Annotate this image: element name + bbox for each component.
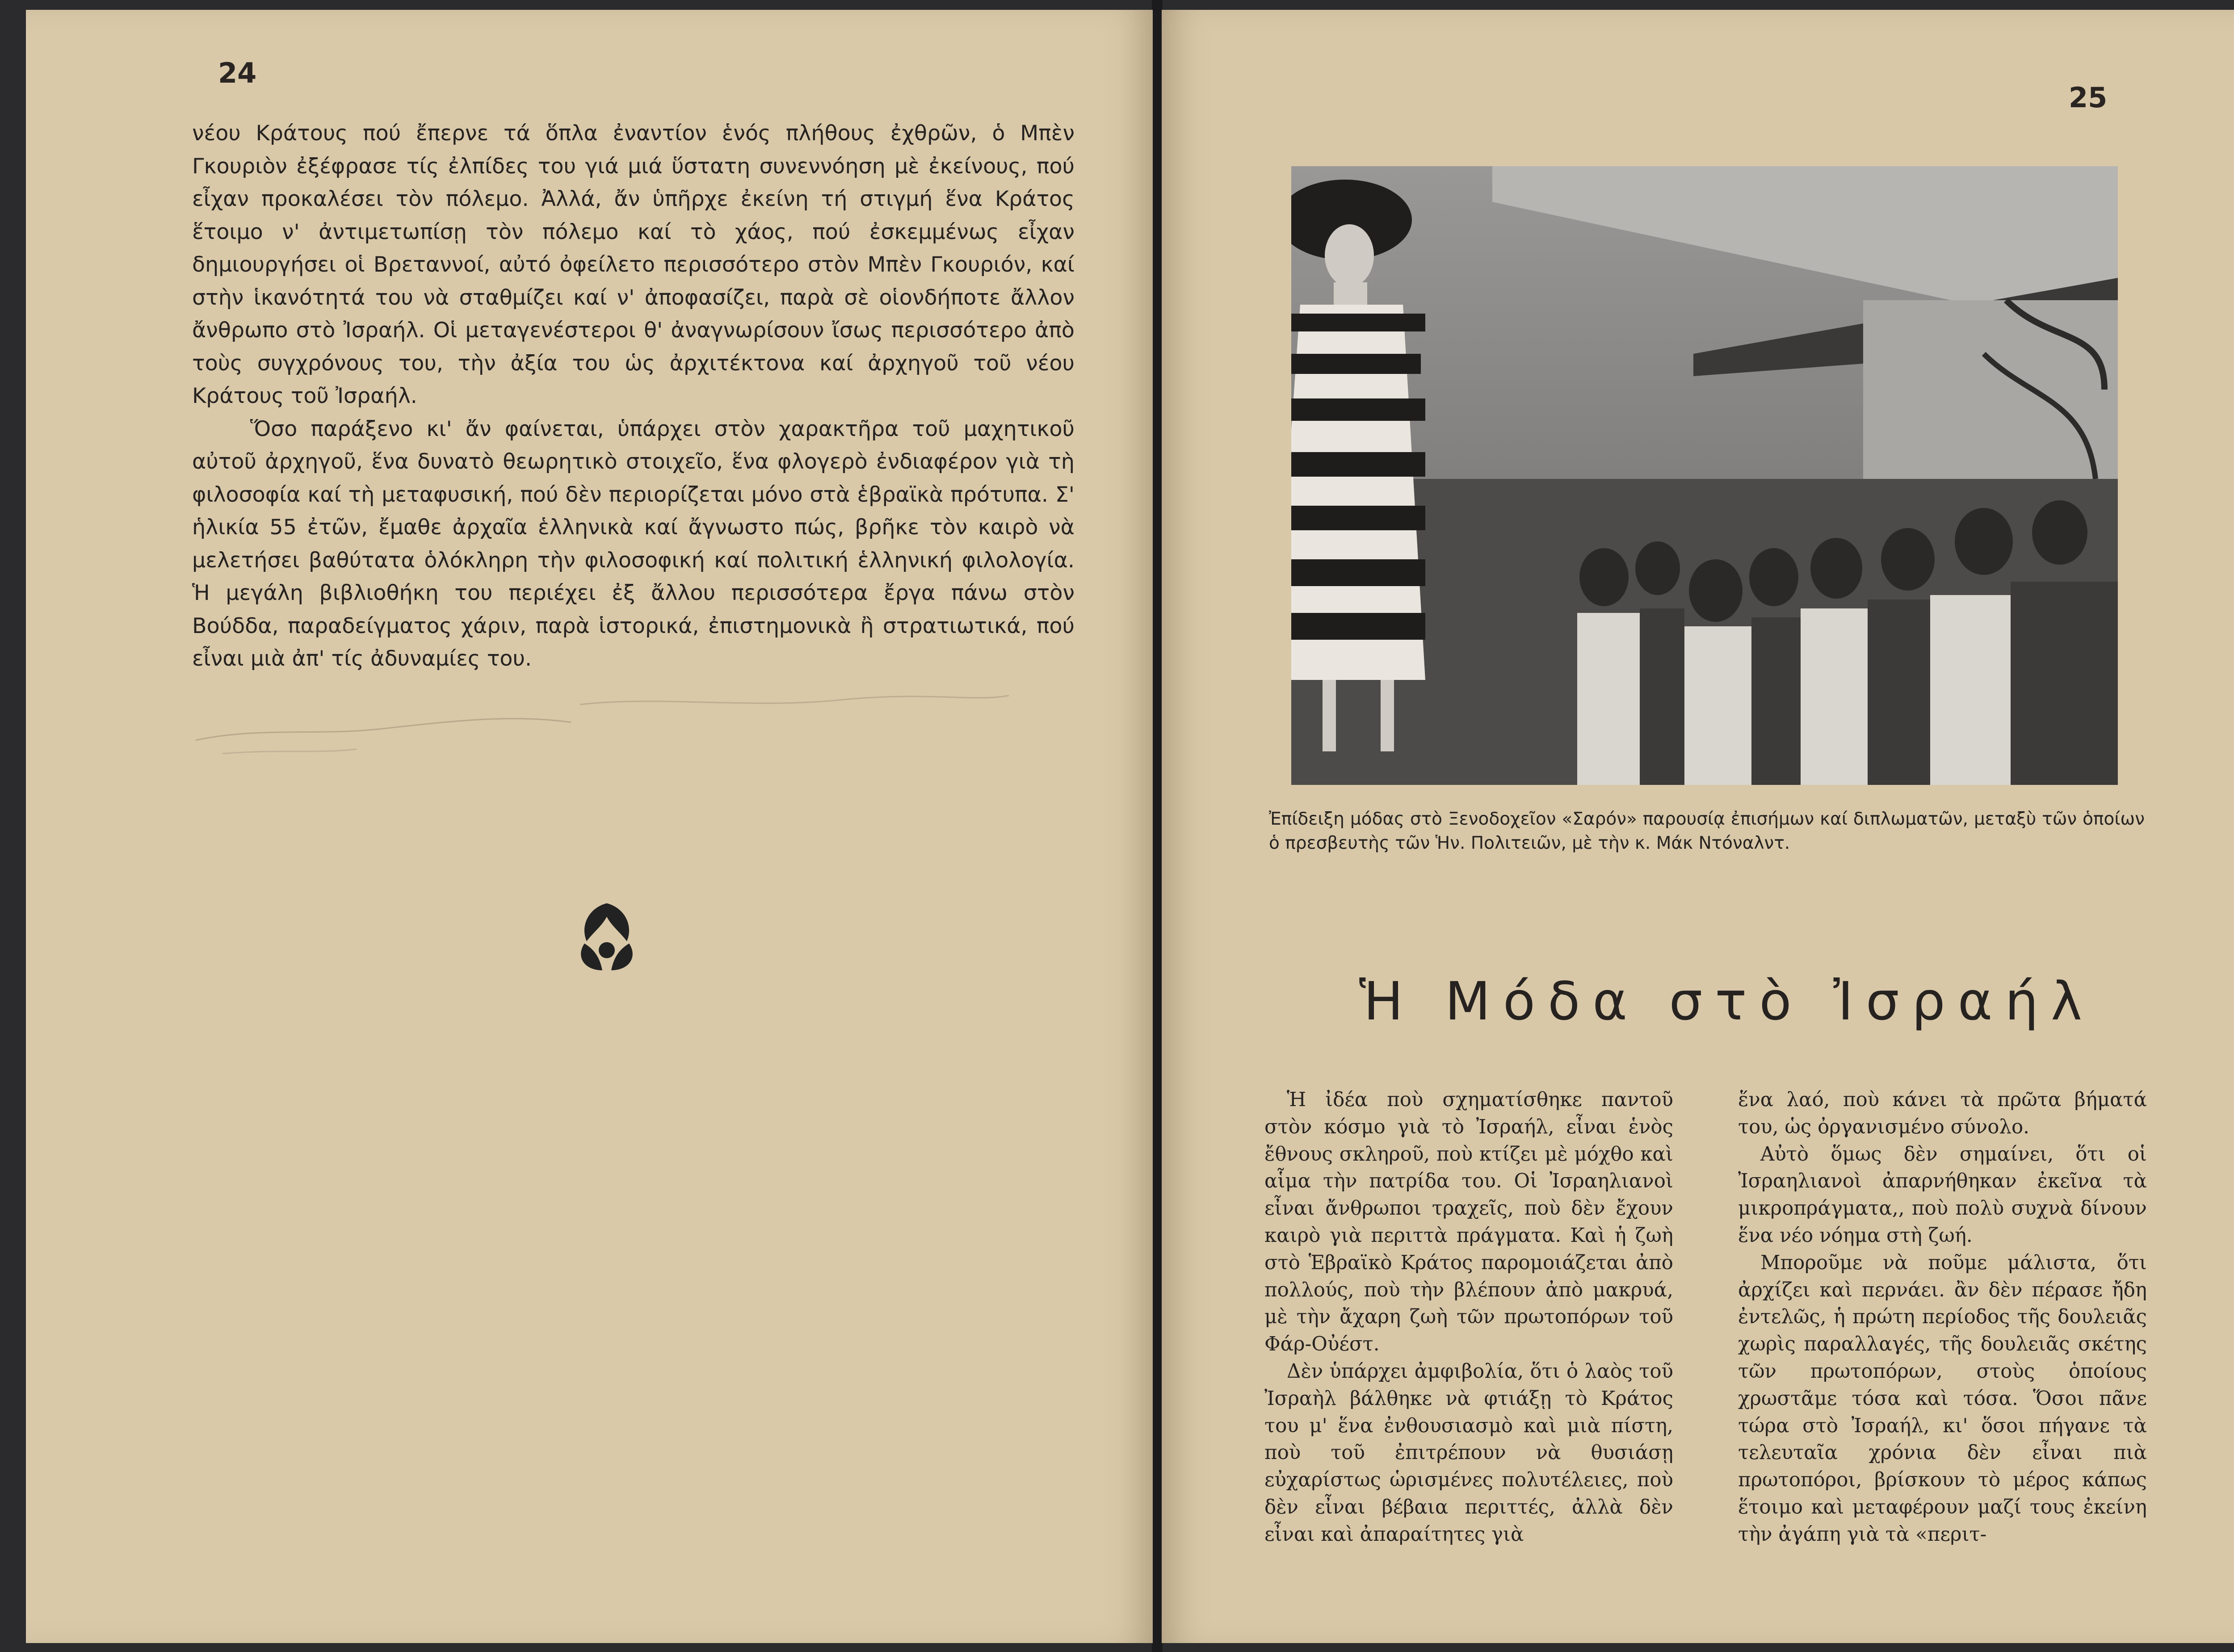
fashion-show-photo	[1291, 166, 2118, 785]
column-1-paragraph-1: Ἡ ἰδέα ποὺ σχηματίσθηκε παντοῦ στὸν κόσμο γιὰ τὸ Ἰσραήλ, εἶναι ἑνὸς ἔθνους σκληροῦ, ποὺ κτίζει μὲ μόχθο καὶ αἷμα τὴν πατρίδα του. Οἱ Ἰσραηλιανοὶ εἶναι ἄνθρωποι τραχεῖς, ποὺ δὲν ἔχουν καιρὸ γιὰ περιττὰ πράγματα. Καὶ ἡ ζωὴ στὸ Ἑβραϊκὸ Κράτος παρομοιάζεται ἀπὸ πολλούς, ποὺ τὴν βλέπουν ἀπὸ μακρυά, μὲ τὴν ἄχαρη ζωὴ τῶν πρωτοπόρων τοῦ Φάρ-Οὐέστ.	[1264, 1089, 1673, 1356]
photo-caption: Ἐπίδειξη μόδας στὸ Ξενοδοχεῖον «Σαρόν» παρουσίᾳ ἐπισήμων καί διπλωματῶν, μεταξὺ τῶν ὁποίων ὁ πρεσβευτὴς τῶν Ἡν. Πολιτειῶν, μὲ τὴν κ. Μάκ Ντόναλντ.	[1269, 809, 2145, 853]
page-number-left: 24	[218, 57, 257, 89]
pencil-scribble	[169, 687, 1018, 758]
article-columns	[1264, 1086, 2154, 1600]
left-paragraph-1: νέου Κράτους πού ἔπερνε τά ὅπλα ἐναντίον ἑνός πλήθους ἐχθρῶν, ὁ Μπὲν Γκουριὸν ἐξέφρασε τίς ἐλπίδες του γιά μιά ὕστατη συνεννόηση μὲ ἐκείνους, πού εἶχαν προκαλέσει τὸν πόλεμο. Ἀλλά, ἄν ὑπῆρχε ἐκείνη τή στιγμή ἕνα Κράτος ἕτοιμο ν' ἀντιμετωπίσῃ τὸν πόλεμο καί τὸ χάος, πού ἐσκεμμένως εἶχαν δημιουργήσει οἱ Βρεταννοί, αὐτό ὀφείλετο περισσότερο στὸν Μπὲν Γκουριόν, καί στὴν ἱκανότητά του νὰ σταθμίζει καί ν' ἀποφασίζει, παρὰ σὲ οἱονδήποτε ἄλλον ἄνθρωπο στὸ Ἰσραήλ. Οἱ μεταγενέστεροι θ' ἀναγνωρίσουν ἴσως περισσότερο ἀπὸ τοὺς συγχρόνους του, τὴν ἀξία του ὡς ἀρχιτέκτονα καί ἀρχηγοῦ τοῦ νέου Κράτους τοῦ Ἰσραήλ.	[192, 121, 1075, 408]
left-body-text	[192, 117, 1075, 675]
left-paragraph-2: Ὅσο παράξενο κι' ἄν φαίνεται, ὑπάρχει στὸν χαρακτῆρα τοῦ μαχητικοῦ αὐτοῦ ἀρχηγοῦ, ἕνα δυνατὸ θεωρητικὸ στοιχεῖο, ἕνα φλογερὸ ἐνδιαφέρον γιὰ τὴ φιλοσοφία καί τὴ μεταφυσική, πού δὲν περιορίζεται μόνο στὰ ἑβραϊκὰ πρότυπα. Σ' ἡλικία 55 ἐτῶν, ἔμαθε ἀρχαῖα ἑλληνικὰ καί ἄγνωστο πώς, βρῆκε τὸν καιρὸ νὰ μελετήσει βαθύτατα ὁλόκληρη τὴν φιλοσοφική καί πολιτική ἑλληνική φιλολογία. Ἡ μεγάλη βιβλιοθήκη του περιέχει ἐξ ἄλλου περισσότερα ἔργα πάνω στὸν Βούδδα, παραδείγματος χάριν, παρὰ ἱστορικά, ἐπιστημονικὰ ἢ στρατιωτικά, πού εἶναι μιὰ ἀπ' τίς ἀδυναμίες του.	[192, 416, 1075, 671]
leaf-ornament-icon	[575, 899, 638, 975]
article-column-1	[1264, 1086, 1673, 1548]
book-gutter	[1152, 0, 1163, 1652]
page-number-right: 25	[2069, 81, 2108, 114]
column-2-paragraph-2: Αὐτὸ ὅμως δὲν σημαίνει, ὅτι οἱ Ἰσραηλιανοὶ ἀπαρνήθηκαν ἐκεῖνα τὰ μικροπράγματα,, ποὺ πολὺ συχνὰ δίνουν ἕνα νέο νόημα στὴ ζωή.	[1738, 1143, 2147, 1247]
column-2-paragraph-1: ἕνα λαό, ποὺ κάνει τὰ πρῶτα βήματά του, ὡς ὀργανισμένο σύνολο.	[1738, 1089, 2147, 1138]
column-2-paragraph-3: Μποροῦμε νὰ ποῦμε μάλιστα, ὅτι ἀρχίζει καὶ περνάει. ἂν δὲν πέρασε ἤδη ἐντελῶς, ἡ πρώτη περίοδος τῆς δουλειᾶς χωρὶς παραλλαγές, τῆς δουλειᾶς σκέτης τῶν πρωτοπόρων, στοὺς ὁποίους χρωστᾶμε τόσα καὶ τόσα. Ὅσοι πᾶνε τώρα στὸ Ἰσραήλ, κι' ὅσοι πήγανε τὰ τελευταῖα χρόνια δὲν εἶναι πιὰ πρωτοπόροι, βρίσκουν τὸ μέρος κάπως ἕτοιμο καὶ μεταφέρουν μαζί τους ἐκείνη τὴν ἀγάπη γιὰ τὰ «περιτ-	[1738, 1251, 2147, 1546]
right-page	[1162, 10, 2234, 1643]
column-1-paragraph-2: Δὲν ὑπάρχει ἀμφιβολία, ὅτι ὁ λαὸς τοῦ Ἰσραὴλ βάλθηκε νὰ φτιάξῃ τὸ Κράτος του μ' ἕνα ἐνθουσιασμὸ καὶ μιὰ πίστη, ποὺ τοῦ ἐπιτρέπουν νὰ θυσιάσῃ εὐχαρίστως ὡρισμένες πολυτέλειες, ποὺ δὲν εἶναι βέβαια περιττές, ἀλλὰ δὲν εἶναι καὶ ἀπαραίτητες γιὰ	[1264, 1360, 1673, 1546]
left-page	[26, 10, 1153, 1643]
article-headline: Ἡ Μόδα στὸ Ἰσραήλ	[1359, 970, 2095, 1032]
article-column-2	[1738, 1086, 2147, 1548]
